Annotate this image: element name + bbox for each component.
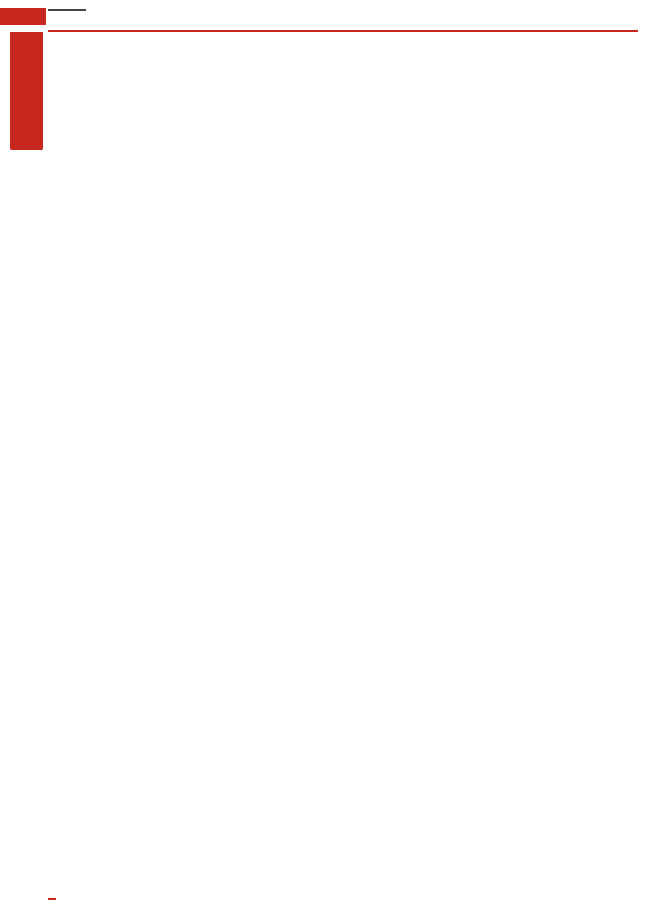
footer-price-note [48,898,56,900]
category-sidebar [0,30,46,850]
header-rule [48,30,638,32]
page-footer [0,894,650,914]
page-number-badge [0,8,46,25]
stock-count-box [48,9,86,11]
sidebar-category-title [10,32,43,150]
